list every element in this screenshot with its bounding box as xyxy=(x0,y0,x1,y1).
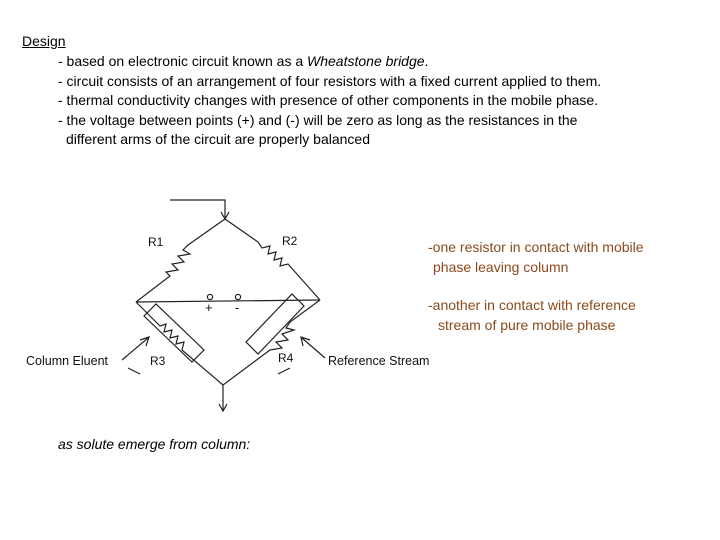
bullet-text-end: . xyxy=(424,53,429,69)
plus-label: + xyxy=(205,300,213,315)
plus-terminal xyxy=(207,294,212,299)
r3-label: R3 xyxy=(150,354,166,368)
bullet-text: - based on electronic circuit known as a xyxy=(58,53,308,69)
reference-stream-label: Reference Stream xyxy=(328,354,430,368)
bullet-text: - circuit consists of an arrangement of four resistors with a fixed current applied to them. xyxy=(58,72,602,89)
bullet-text: - the voltage between points (+) and (-) will be zero as long as the resistances in the xyxy=(58,111,578,128)
section-heading: Design xyxy=(22,33,66,49)
caption: as solute emerge from column: xyxy=(58,436,251,452)
bullet-item xyxy=(58,52,601,72)
r2-label: R2 xyxy=(282,234,298,248)
bullet-item xyxy=(58,91,601,111)
r1-wire xyxy=(136,219,225,302)
wheatstone-bridge-diagram xyxy=(20,190,440,420)
bullet-emphasis: Wheatstone bridge xyxy=(307,53,425,69)
input-lead xyxy=(170,200,225,218)
bridge-line xyxy=(136,300,320,302)
note-line: -one resistor in contact with mobile xyxy=(428,239,644,255)
bullet-item xyxy=(58,111,601,131)
r1-label: R1 xyxy=(148,235,164,249)
bullet-item xyxy=(58,72,601,92)
r4-label: R4 xyxy=(278,351,294,365)
note-reference-resistor xyxy=(428,296,636,335)
note-line: -another in contact with reference xyxy=(428,297,636,313)
bullet-text: - thermal conductivity changes with presence of other components in the mobile phase. xyxy=(58,92,599,108)
minus-terminal xyxy=(235,294,240,299)
column-eluent-label: Column Eluent xyxy=(26,354,108,368)
r2-wire xyxy=(225,219,320,300)
reference-stream-arrow xyxy=(302,338,325,358)
bullet-list xyxy=(58,52,601,150)
note-line: phase leaving column xyxy=(433,258,569,275)
note-sample-resistor xyxy=(428,238,644,277)
bullet-continuation: different arms of the circuit are properly balanced xyxy=(66,131,371,147)
column-eluent-arrow xyxy=(122,338,148,360)
minus-label: - xyxy=(235,300,240,315)
r4-cell xyxy=(246,294,304,354)
note-line: stream of pure mobile phase xyxy=(438,316,616,333)
